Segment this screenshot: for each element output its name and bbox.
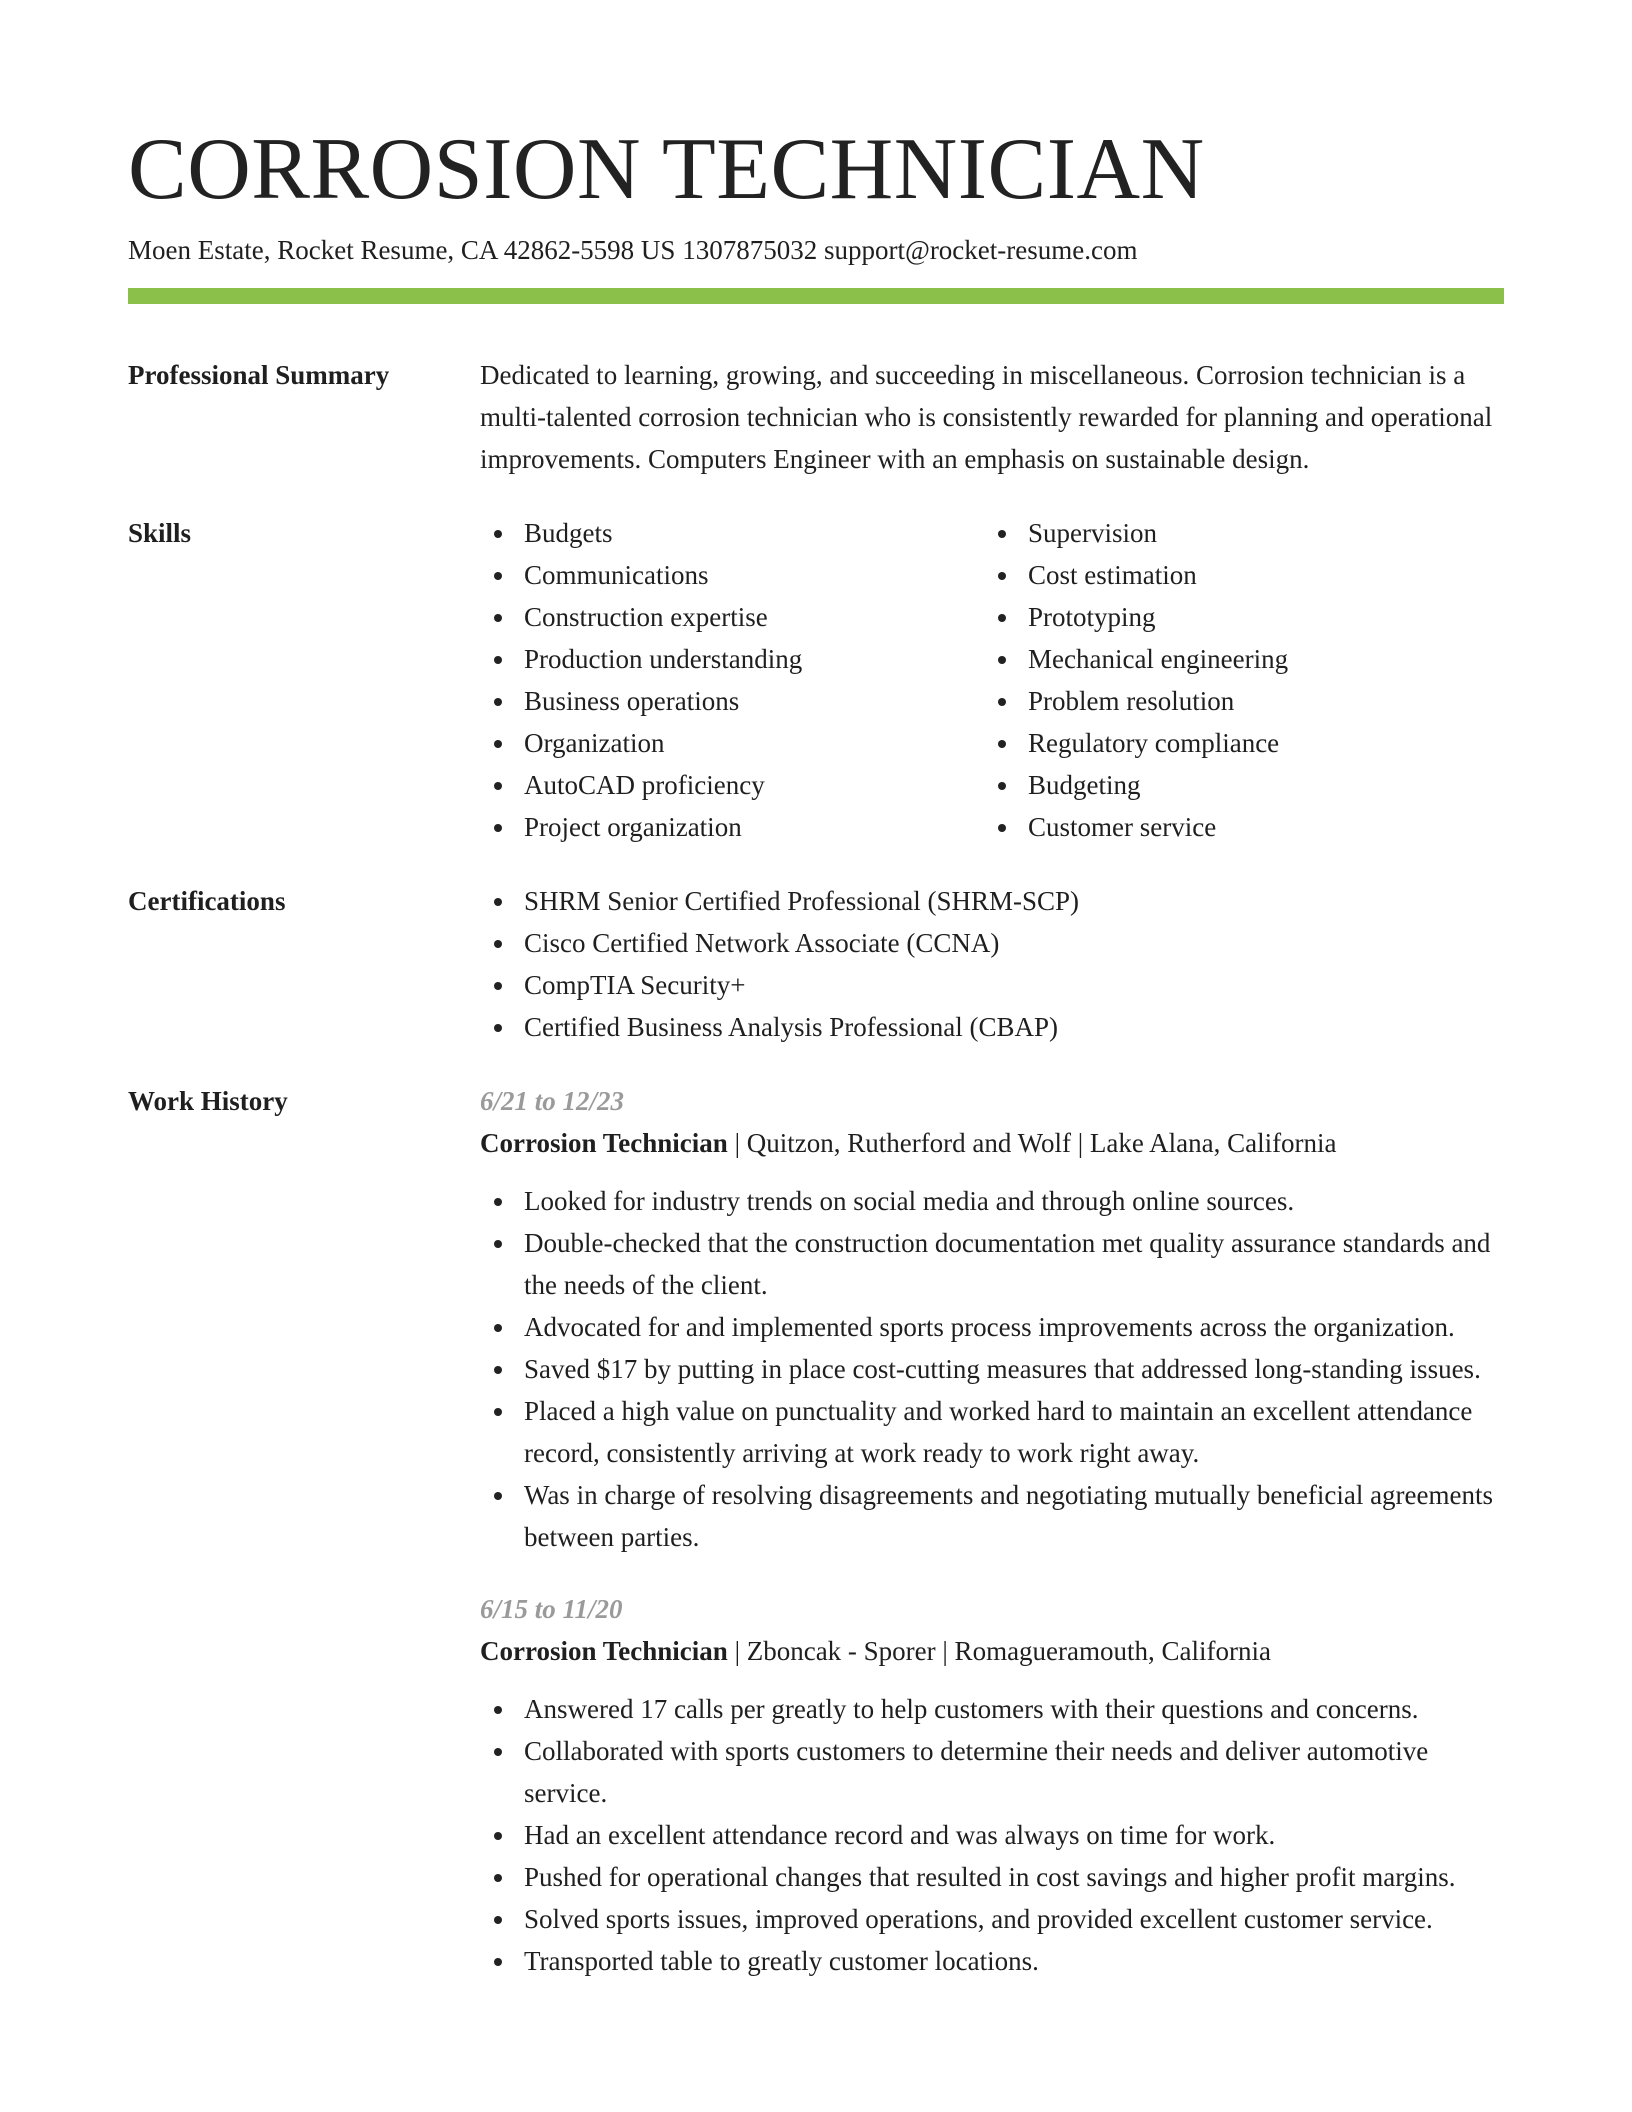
- resume-page: [128, 118, 1504, 1982]
- job-duty: Placed a high value on punctuality and worked hard to maintain an excellent attendance record, consistently arriving at work ready to work right away.: [480, 1390, 1504, 1474]
- job-title: Corrosion Technician: [480, 1636, 728, 1666]
- skill-item: Problem resolution: [984, 680, 1488, 722]
- job-duty: Advocated for and implemented sports process improvements across the organization.: [480, 1306, 1504, 1348]
- skill-item: Communications: [480, 554, 984, 596]
- section-skills: [128, 512, 1504, 848]
- job-heading: [480, 1630, 1504, 1672]
- job-entry: [480, 1080, 1504, 1558]
- skills-list-left: [480, 512, 984, 848]
- skill-item: Project organization: [480, 806, 984, 848]
- job-duty: Double-checked that the construction documentation met quality assurance standards and the needs of the client.: [480, 1222, 1504, 1306]
- job-duty: Was in charge of resolving disagreements and negotiating mutually beneficial agreements between parties.: [480, 1474, 1504, 1558]
- contact-info: Moen Estate, Rocket Resume, CA 42862-5598 US 1307875032 support@rocket-resume.com: [128, 235, 1138, 265]
- job-entry: [480, 1588, 1504, 1982]
- skill-item: Production understanding: [480, 638, 984, 680]
- job-duty: Solved sports issues, improved operations, and provided excellent customer service.: [480, 1898, 1504, 1940]
- job-employer-location: | Zboncak - Sporer | Romagueramouth, California: [727, 1636, 1271, 1666]
- skill-item: Mechanical engineering: [984, 638, 1488, 680]
- work-history-body: [480, 1080, 1504, 1982]
- section-label-skills: Skills: [128, 518, 192, 548]
- skills-columns: [480, 512, 1504, 848]
- section-certifications: [128, 880, 1504, 1048]
- job-duty: Had an excellent attendance record and was always on time for work.: [480, 1814, 1504, 1856]
- skill-item: Supervision: [984, 512, 1488, 554]
- skill-item: Customer service: [984, 806, 1488, 848]
- job-duty: Transported table to greatly customer locations.: [480, 1940, 1504, 1982]
- certification-item: Certified Business Analysis Professional (CBAP): [480, 1006, 1504, 1048]
- section-label-work-history: Work History: [128, 1086, 288, 1116]
- job-duty: Answered 17 calls per greatly to help customers with their questions and concerns.: [480, 1688, 1504, 1730]
- section-work-history: [128, 1080, 1504, 1982]
- skill-item: Business operations: [480, 680, 984, 722]
- job-duty: Saved $17 by putting in place cost-cutting measures that addressed long-standing issues.: [480, 1348, 1504, 1390]
- section-label-summary: Professional Summary: [128, 360, 390, 390]
- section-label-certifications: Certifications: [128, 886, 286, 916]
- certification-item: SHRM Senior Certified Professional (SHRM-SCP): [480, 880, 1504, 922]
- resume-title: CORROSION TECHNICIAN: [128, 121, 1205, 218]
- skills-list-right: [984, 512, 1488, 848]
- skill-item: AutoCAD proficiency: [480, 764, 984, 806]
- job-duties-list: [480, 1688, 1504, 1982]
- skill-item: Prototyping: [984, 596, 1488, 638]
- accent-divider: [128, 288, 1504, 304]
- job-duties-list: [480, 1180, 1504, 1558]
- summary-text: Dedicated to learning, growing, and succeeding in miscellaneous. Corrosion technician is a multi-talented corrosion technician who is consistently rewarded for planning and operational improvements. Computers Engineer with an emphasis on sustainable design.: [480, 360, 1493, 474]
- certification-item: CompTIA Security+: [480, 964, 1504, 1006]
- skill-item: Budgets: [480, 512, 984, 554]
- job-dates: 6/15 to 11/20: [480, 1594, 623, 1624]
- job-duty: Pushed for operational changes that resulted in cost savings and higher profit margins.: [480, 1856, 1504, 1898]
- job-title: Corrosion Technician: [480, 1128, 728, 1158]
- skill-item: Organization: [480, 722, 984, 764]
- certifications-body: [480, 880, 1504, 1048]
- skill-item: Budgeting: [984, 764, 1488, 806]
- job-heading: [480, 1122, 1504, 1164]
- skill-item: Cost estimation: [984, 554, 1488, 596]
- job-duty: Looked for industry trends on social media and through online sources.: [480, 1180, 1504, 1222]
- job-employer-location: | Quitzon, Rutherford and Wolf | Lake Alana, California: [727, 1128, 1337, 1158]
- skill-item: Construction expertise: [480, 596, 984, 638]
- job-dates: 6/21 to 12/23: [480, 1086, 625, 1116]
- certifications-list: [480, 880, 1504, 1048]
- skill-item: Regulatory compliance: [984, 722, 1488, 764]
- job-duty: Collaborated with sports customers to determine their needs and deliver automotive service.: [480, 1730, 1504, 1814]
- section-professional-summary: [128, 354, 1504, 480]
- certification-item: Cisco Certified Network Associate (CCNA): [480, 922, 1504, 964]
